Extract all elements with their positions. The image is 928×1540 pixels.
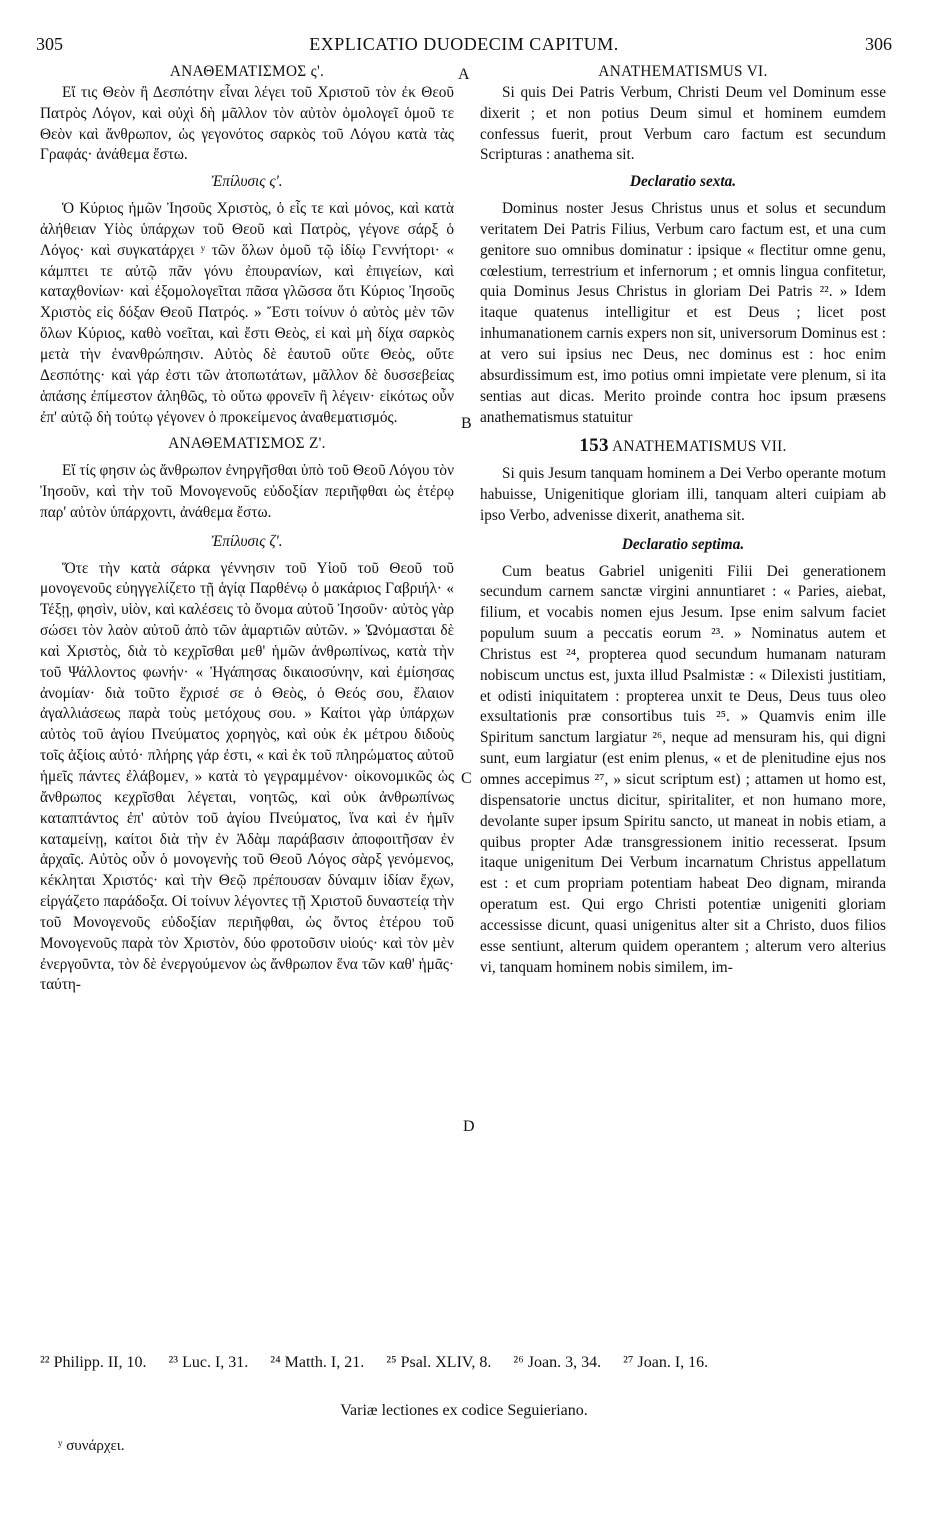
margin-letter-a: A xyxy=(458,66,470,83)
greek-solution-7-body: Ὅτε τὴν κατὰ σάρκα γέννησιν τοῦ Υἱοῦ τοῦ Θεοῦ τοῦ μονογενοῦς εὐηγγελίζετο τῇ ἁγίᾳ Παρθένῳ ὁ μακάριος Γαβριήλ· « Τέξῃ, φησὶν, υἱὸν, καὶ καλέσεις τὸ ὄνομα αὐτοῦ Ἰησοῦν· αὐτὸς γὰρ σώσει τὸν λαὸν αὐτοῦ ἀπὸ τῶν ἁμαρτιῶν αὐτῶν. » Ὠνόμασται δὲ καὶ Χριστὸς, διὰ τὸ κεχρῖσθαι μεθ' ἡμῶν ἀνθρωπίνως, κατὰ τὴν τοῦ Ψάλλοντος φωνήν· « Ἠγάπησας δικαιοσύνην, καὶ ἐμίσησας ἀνομίαν· διὰ τοῦτο ἔχρισέ σε ὁ Θεὸς, ὁ Θεός σου, ἔλαιον ἀγαλλιάσεως παρὰ τοὺς μετόχους σου. » Καίτοι γὰρ ὑπάρχων αὐτὸς τοῦ ἁγίου Πνεύματος χορηγὸς, καὶ οὐκ ἐκ μέτρου διδοὺς τοῖς ἀξίοις αὐτό· πλήρης γάρ ἐστι, « καὶ ἐκ τοῦ πληρώματος αὐτοῦ ἡμεῖς πάντες ἐλάβομεν, » κατὰ τὸ γεγραμμένον· οἰκονομικῶς ὡς ἄνθρωπος κεχρῖσθαι λέγεται, νοητῶς, καὶ οὐκ ἀνθρωπίνως καταπτάντος ἐπ' αὐτὸν τοῦ ἁγίου Πνεύματος, ἵνα καὶ ἐν ἡμῖν καταμείνῃ, καίτοι διὰ τὴν ἐν Ἀδὰμ παράβασιν ἀποφοιτῆσαν ἐν ἀρχαῖς. Αὐτὸς οὖν ὁ μονογενὴς τοῦ Θεοῦ Λόγος σὰρξ γενόμενος, κέκληται Χριστός· καὶ τὴν Θεῷ πρέπουσαν δύναμιν ἰδίαν ἔχων, εἰργάζετο παράδοξα. Οἱ τοίνυν λέγοντες τῇ Χριστοῦ δυναστείᾳ τὴν τοῦ Μονογενοῦς εὐδοξίαν περιῆφθαι, ὡς ὄντος ἑτέρου τοῦ Μονογενοῦς παρὰ τὸν Χριστὸν, δύο φροτοῦσιν υἱούς· καὶ τὸν μὲν ἐνεργοῦντα, τὸν δὲ ἐνεργούμενον ὡς ἄνθρωπον ἕνα τῶν καθ' ἡμᾶς· ταύτη- xyxy=(40,559,454,994)
variant-note: ʸ συνάρχει. xyxy=(58,1438,125,1454)
greek-column xyxy=(40,62,454,996)
footnote-27: ²⁷ Joan. I, 16. xyxy=(623,1354,709,1371)
latin-anathematism-6-heading: ANATHEMATISMUS VI. xyxy=(598,63,768,80)
footnote-22: ²² Philipp. II, 10. xyxy=(40,1354,147,1371)
footnotes xyxy=(40,1354,892,1372)
latin-declaratio-7-heading: Declaratio septima. xyxy=(621,535,745,553)
greek-anathematism-7-text: Εἴ τίς φησιν ὡς ἄνθρωπον ἐνηργῆσθαι ὑπὸ τοῦ Θεοῦ Λόγου τὸν Ἰησοῦν, καὶ τὴν τοῦ Μονογενοῦς εὐδοξίαν περιῆφθαι ὡς ἑτέρῳ παρ' αὐτὸν ὑπάρχοντι, ἀνάθεμα ἔστω. xyxy=(40,462,454,521)
greek-solution-6-body: Ὁ Κύριος ἡμῶν Ἰησοῦς Χριστὸς, ὁ εἷς τε καὶ μόνος, καὶ κατὰ ἀλήθειαν Υἱὸς ὑπάρχων τοῦ Θεοῦ καὶ Πατρὸς, γέγονε σάρξ ὁ Λόγος· καὶ συγκατάρχει ʸ τῶν ὅλων ὁμοῦ τῷ ἰδίῳ Γεννήτορι· « κάμπτει τε αὐτῷ πᾶν γόνυ ἐπουρανίων, καὶ ἐπιγείων, καὶ καταχθονίων· καὶ ἐξομολογεῖται πᾶσα γλῶσσα ὅτι Κύριος Ἰησοῦς Χριστὸς εἰς δόξαν Θεοῦ Πατρός. » Ἔστι τοίνυν ὁ αὐτὸς μὲν τῶν ὅλων Κύριος, καθὸ νοεῖται, καὶ ἔστι Θεὸς, εἰ καὶ μὴ δίχα σαρκὸς μετὰ τὴν ἐνανθρώπησιν. Αὐτὸς δὲ ἑαυτοῦ οὔτε Θεὸς, οὔτε Δεσπότης· καὶ γάρ ἐστι τῶν ἀτοπωτάτων, μᾶλλον δὲ δυσσεβείας ἁπάσης ἐπίμεστον ἀληθῶς, τὸ οὕτω φρονεῖν ἢ λέγειν· εἰκότως οὖν ἐπ' αὐτῷ δὴ τούτῳ γέγονεν ὁ προκείμενος ἀναθεματισμός. xyxy=(40,200,454,426)
greek-solution-7-heading: Ἐπίλυσις ζ'. xyxy=(211,532,283,550)
margin-letter-d: D xyxy=(463,1118,475,1135)
latin-declaratio-6-body: Dominus noster Jesus Christus unus et solus et secundum veritatem Dei Patris Filius, Verbum caro factum est, et una cum genitore suo omnibus dominatur : ipsique « flectitur omne genu, cœlestium, terrestrium et infernorum ; et omnis lingua confitetur, quia Dominus Jesus Christus in gloriam Dei Patris ²². » Idem itaque quatenus intelligitur et est Deus ; licet post inhumanationem carnis expers non sit, universorum Dominus est : at vero sui ipsius nec Deus, nec dominus est : hoc enim absurdissimum est, imo potius omni impietate vere plenum, si ita sentias aut dicas. Merito proinde contra hoc ipsum præsens anathematismus statuitur xyxy=(480,200,886,426)
margin-letter-b: B xyxy=(461,415,472,432)
latin-anathematism-6-text: Si quis Dei Patris Verbum, Christi Deum vel Dominum esse dixerit ; et non potius Deum simul et hominem eumdem confessus fuerit, prout Verbum caro factum est secundum Scripturas : anathema sit. xyxy=(480,83,886,164)
footnote-26: ²⁶ Joan. 3, 34. xyxy=(513,1354,602,1371)
latin-anathematism-7-text: Si quis Jesum tanquam hominem a Dei Verbo operante motum habuisse, Unigenitique gloriam illi, tanquam alteri cuipiam ab ipso Verbo, advenisse dixerit, anathema sit. xyxy=(480,465,886,524)
latin-anathematism-7-heading: ANATHEMATISMUS VII. xyxy=(612,438,787,456)
latin-declaratio-7-body: Cum beatus Gabriel unigeniti Filii Dei generationem secundum carnem sanctæ virgini annuntiaret : « Paries, aiebat, filium, et vocabis nomen ejus Jesum. Ipse enim salvum faciet populum suum a peccatis eorum ²³. » Nominatus autem et Christus est ²⁴, propterea quod secundum humanam naturam nobiscum unctus est, juxta illud Psalmistæ : « Dilexisti justitiam, et odisti iniquitatem : propterea unxit te Deus, Deus tuus oleo exsultationis præ consortibus tuis ²⁵. » Quamvis enim ille Spiritum sanctum largiatur ²⁶, neque ad mensuram his, qui digni sunt, eum largiatur (est enim plenus, « et de plenitudine ejus nos omnes accepimus ²⁷, » sicut scriptum est) ; attamen ut homo est, dispensatorie unctus dicitur, spiritaliter, et non humano more, devolante super ipsum Spiritu sancto, ut maneat in nobis etiam, a quibus propter Adæ transgressionem initio recesserat. Ipsum itaque unigenitum Dei Verbum incarnatum Christus appellatum est : et cum propriam potentiam habeat Deo dignam, miranda operatum est. Qui ergo Christi potentiæ unigeniti gloriam accessisse dicunt, quasi unigenitus alter sit a Christo, duos filios esse sentiunt, alterum quidem operantem ; alterum vero alterius vi, tanquam hominem nobis similem, im- xyxy=(480,562,886,976)
greek-solution-6-heading: Ἐπίλυσις ς'. xyxy=(211,173,283,191)
footnote-23: ²³ Luc. I, 31. xyxy=(168,1354,249,1371)
greek-anathematism-7-heading: ΑΝΑΘΕΜΑΤΙΣΜΟΣ Ζ'. xyxy=(168,435,326,453)
latin-declaratio-6-heading: Declaratio sexta. xyxy=(629,173,737,191)
latin-anathematism-7-heading-line xyxy=(480,436,886,458)
footnote-24: ²⁴ Matth. I, 21. xyxy=(270,1354,365,1371)
latin-column xyxy=(480,62,886,978)
running-title: EXPLICATIO DUODECIM CAPITUM. xyxy=(309,34,619,54)
greek-anathematism-6-heading: ΑΝΑΘΕΜΑΤΙΣΜΟΣ ς'. xyxy=(169,63,325,80)
running-head xyxy=(36,34,892,58)
greek-anathematism-6-text: Εἴ τις Θεὸν ἢ Δεσπότην εἶναι λέγει τοῦ Χριστοῦ τὸν ἐκ Θεοῦ Πατρὸς Λόγον, καὶ οὐχὶ δὴ μᾶλλον τὸν αὐτὸν ὁμολογεῖ ὁμοῦ τε Θεὸν καὶ ἄνθρωπον, ὡς γεγονότος σαρκὸς τοῦ Λόγου κατὰ τὰς Γραφάς· ἀνάθεμα ἔστω. xyxy=(40,83,454,164)
right-page-number: 306 xyxy=(865,34,892,54)
page-marker-153: 153 xyxy=(579,435,609,457)
variae-lectiones-title: Variæ lectiones ex codice Seguieriano. xyxy=(340,1402,588,1419)
footnote-25: ²⁵ Psal. XLIV, 8. xyxy=(386,1354,492,1371)
left-page-number: 305 xyxy=(36,34,63,54)
margin-letter-c: C xyxy=(461,770,472,787)
